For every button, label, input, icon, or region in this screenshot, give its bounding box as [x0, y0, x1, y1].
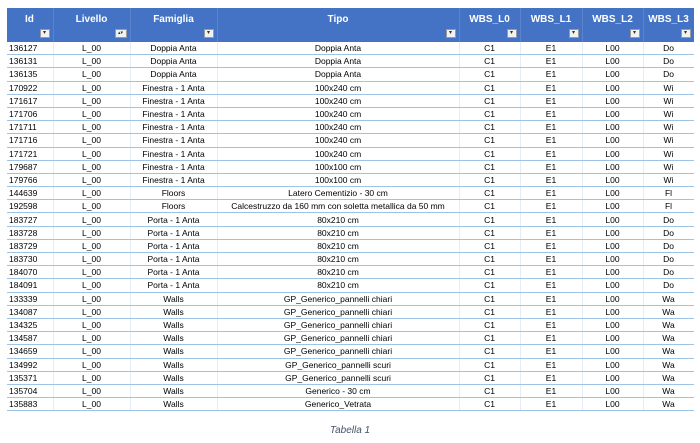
- cell-tipo[interactable]: 80x210 cm: [217, 239, 459, 252]
- cell-wbs-l0[interactable]: C1: [459, 253, 520, 266]
- cell-wbs-l3[interactable]: Do: [643, 213, 694, 226]
- cell-wbs-l2[interactable]: L00: [582, 384, 643, 397]
- table-row[interactable]: [7, 318, 694, 331]
- filter-dropdown-icon[interactable]: ▾: [681, 29, 691, 38]
- table-row[interactable]: [7, 187, 694, 200]
- table-body: [7, 42, 694, 411]
- cell-famiglia[interactable]: Finestra - 1 Anta: [130, 81, 217, 94]
- column-header-famiglia: [130, 8, 217, 42]
- cell-livello[interactable]: L_00: [53, 305, 130, 318]
- cell-famiglia[interactable]: Finestra - 1 Anta: [130, 134, 217, 147]
- cell-id[interactable]: 133339: [7, 292, 53, 305]
- cell-famiglia[interactable]: Floors: [130, 200, 217, 213]
- cell-tipo[interactable]: GP_Generico_pannelli chiari: [217, 345, 459, 358]
- column-header-tipo: [217, 8, 459, 42]
- cell-wbs-l3[interactable]: Do: [643, 55, 694, 68]
- cell-wbs-l3[interactable]: Wa: [643, 305, 694, 318]
- cell-tipo[interactable]: GP_Generico_pannelli scuri: [217, 371, 459, 384]
- cell-famiglia[interactable]: Doppia Anta: [130, 55, 217, 68]
- cell-wbs-l1[interactable]: E1: [520, 187, 582, 200]
- cell-tipo[interactable]: GP_Generico_pannelli chiari: [217, 318, 459, 331]
- cell-famiglia[interactable]: Finestra - 1 Anta: [130, 107, 217, 120]
- cell-id[interactable]: 170922: [7, 81, 53, 94]
- cell-livello[interactable]: L_00: [53, 279, 130, 292]
- cell-id[interactable]: 144639: [7, 187, 53, 200]
- cell-wbs-l2[interactable]: L00: [582, 107, 643, 120]
- filter-dropdown-icon[interactable]: ▾: [40, 29, 50, 38]
- cell-wbs-l2[interactable]: L00: [582, 398, 643, 411]
- cell-wbs-l1[interactable]: E1: [520, 134, 582, 147]
- cell-id[interactable]: 184070: [7, 266, 53, 279]
- cell-wbs-l1[interactable]: E1: [520, 213, 582, 226]
- cell-livello[interactable]: L_00: [53, 318, 130, 331]
- table-row[interactable]: [7, 42, 694, 55]
- cell-wbs-l2[interactable]: L00: [582, 266, 643, 279]
- column-header-wbs-l0: [459, 8, 520, 42]
- column-header-id: [7, 8, 53, 42]
- cell-wbs-l1[interactable]: E1: [520, 107, 582, 120]
- table-row[interactable]: [7, 147, 694, 160]
- cell-livello[interactable]: L_00: [53, 239, 130, 252]
- cell-wbs-l2[interactable]: L00: [582, 279, 643, 292]
- cell-wbs-l2[interactable]: L00: [582, 187, 643, 200]
- cell-id[interactable]: 134587: [7, 332, 53, 345]
- cell-id[interactable]: 171721: [7, 147, 53, 160]
- column-header-label: WBS_L1: [530, 14, 572, 25]
- cell-wbs-l1[interactable]: E1: [520, 68, 582, 81]
- table-row[interactable]: [7, 253, 694, 266]
- cell-wbs-l3[interactable]: Do: [643, 226, 694, 239]
- sort-filter-dropdown-icon[interactable]: ▴▾: [115, 29, 127, 38]
- cell-wbs-l0[interactable]: C1: [459, 187, 520, 200]
- column-header-label: Famiglia: [153, 14, 194, 25]
- table-row[interactable]: [7, 94, 694, 107]
- cell-wbs-l3[interactable]: Wi: [643, 173, 694, 186]
- cell-tipo[interactable]: 80x210 cm: [217, 279, 459, 292]
- filter-dropdown-icon[interactable]: ▾: [630, 29, 640, 38]
- cell-id[interactable]: 135704: [7, 384, 53, 397]
- table-row[interactable]: [7, 121, 694, 134]
- cell-wbs-l2[interactable]: L00: [582, 239, 643, 252]
- cell-wbs-l3[interactable]: Do: [643, 239, 694, 252]
- cell-wbs-l2[interactable]: L00: [582, 134, 643, 147]
- cell-wbs-l3[interactable]: Wa: [643, 384, 694, 397]
- cell-famiglia[interactable]: Doppia Anta: [130, 42, 217, 55]
- cell-tipo[interactable]: 80x210 cm: [217, 253, 459, 266]
- filter-dropdown-icon[interactable]: ▾: [446, 29, 456, 38]
- cell-tipo[interactable]: 100x240 cm: [217, 81, 459, 94]
- cell-livello[interactable]: L_00: [53, 371, 130, 384]
- spreadsheet-table: [7, 8, 694, 412]
- cell-tipo[interactable]: Doppia Anta: [217, 55, 459, 68]
- cell-wbs-l0[interactable]: C1: [459, 266, 520, 279]
- cell-tipo[interactable]: 100x240 cm: [217, 121, 459, 134]
- table-row[interactable]: [7, 81, 694, 94]
- cell-wbs-l1[interactable]: E1: [520, 266, 582, 279]
- cell-wbs-l0[interactable]: C1: [459, 200, 520, 213]
- cell-wbs-l3[interactable]: Fl: [643, 187, 694, 200]
- cell-wbs-l2[interactable]: L00: [582, 200, 643, 213]
- cell-wbs-l1[interactable]: E1: [520, 253, 582, 266]
- cell-id[interactable]: 183730: [7, 253, 53, 266]
- table-row[interactable]: [7, 160, 694, 173]
- cell-livello[interactable]: L_00: [53, 81, 130, 94]
- cell-wbs-l0[interactable]: C1: [459, 332, 520, 345]
- cell-famiglia[interactable]: Walls: [130, 292, 217, 305]
- cell-famiglia[interactable]: Walls: [130, 318, 217, 331]
- cell-wbs-l1[interactable]: E1: [520, 160, 582, 173]
- cell-wbs-l1[interactable]: E1: [520, 200, 582, 213]
- cell-livello[interactable]: L_00: [53, 213, 130, 226]
- table-row[interactable]: [7, 173, 694, 186]
- cell-wbs-l2[interactable]: L00: [582, 305, 643, 318]
- cell-wbs-l3[interactable]: Wa: [643, 358, 694, 371]
- cell-wbs-l0[interactable]: C1: [459, 213, 520, 226]
- cell-livello[interactable]: L_00: [53, 332, 130, 345]
- column-header-label: WBS_L0: [469, 14, 510, 25]
- cell-id[interactable]: 179687: [7, 160, 53, 173]
- wbs-table: [7, 8, 694, 411]
- cell-id[interactable]: 192598: [7, 200, 53, 213]
- cell-id[interactable]: 136135: [7, 68, 53, 81]
- cell-wbs-l1[interactable]: E1: [520, 239, 582, 252]
- cell-wbs-l1[interactable]: E1: [520, 42, 582, 55]
- cell-wbs-l2[interactable]: L00: [582, 147, 643, 160]
- cell-tipo[interactable]: GP_Generico_pannelli scuri: [217, 358, 459, 371]
- cell-wbs-l1[interactable]: E1: [520, 226, 582, 239]
- table-row[interactable]: [7, 226, 694, 239]
- cell-famiglia[interactable]: Walls: [130, 305, 217, 318]
- cell-wbs-l0[interactable]: C1: [459, 147, 520, 160]
- cell-livello[interactable]: L_00: [53, 121, 130, 134]
- cell-wbs-l3[interactable]: Do: [643, 266, 694, 279]
- cell-livello[interactable]: L_00: [53, 147, 130, 160]
- header-row: [7, 8, 694, 42]
- column-header-wbs-l3: [643, 8, 694, 42]
- cell-id[interactable]: 136127: [7, 42, 53, 55]
- table-caption: Tabella 1: [329, 425, 371, 436]
- cell-wbs-l0[interactable]: C1: [459, 94, 520, 107]
- cell-livello[interactable]: L_00: [53, 345, 130, 358]
- cell-wbs-l0[interactable]: C1: [459, 134, 520, 147]
- cell-famiglia[interactable]: Porta - 1 Anta: [130, 213, 217, 226]
- table-row[interactable]: [7, 305, 694, 318]
- cell-livello[interactable]: L_00: [53, 384, 130, 397]
- cell-wbs-l0[interactable]: C1: [459, 384, 520, 397]
- cell-wbs-l0[interactable]: C1: [459, 239, 520, 252]
- cell-tipo[interactable]: 100x100 cm: [217, 160, 459, 173]
- cell-wbs-l2[interactable]: L00: [582, 213, 643, 226]
- cell-wbs-l3[interactable]: Do: [643, 68, 694, 81]
- cell-famiglia[interactable]: Walls: [130, 358, 217, 371]
- cell-wbs-l1[interactable]: E1: [520, 94, 582, 107]
- cell-wbs-l0[interactable]: C1: [459, 371, 520, 384]
- cell-wbs-l1[interactable]: E1: [520, 279, 582, 292]
- cell-wbs-l3[interactable]: Wi: [643, 147, 694, 160]
- table-row[interactable]: [7, 213, 694, 226]
- column-header-label: WBS_L3: [648, 14, 689, 25]
- cell-id[interactable]: 171716: [7, 134, 53, 147]
- table-row[interactable]: [7, 371, 694, 384]
- cell-wbs-l1[interactable]: E1: [520, 55, 582, 68]
- cell-wbs-l0[interactable]: C1: [459, 81, 520, 94]
- cell-tipo[interactable]: 100x240 cm: [217, 134, 459, 147]
- cell-id[interactable]: 179766: [7, 173, 53, 186]
- cell-id[interactable]: 136131: [7, 55, 53, 68]
- cell-tipo[interactable]: Latero Cementizio - 30 cm: [217, 187, 459, 200]
- table-row[interactable]: [7, 134, 694, 147]
- table-row[interactable]: [7, 398, 694, 411]
- column-header-wbs-l1: [520, 8, 582, 42]
- cell-livello[interactable]: L_00: [53, 187, 130, 200]
- table-row[interactable]: [7, 239, 694, 252]
- cell-famiglia[interactable]: Porta - 1 Anta: [130, 239, 217, 252]
- cell-wbs-l2[interactable]: L00: [582, 371, 643, 384]
- cell-wbs-l2[interactable]: L00: [582, 68, 643, 81]
- cell-wbs-l3[interactable]: Wi: [643, 94, 694, 107]
- cell-wbs-l2[interactable]: L00: [582, 332, 643, 345]
- cell-famiglia[interactable]: Porta - 1 Anta: [130, 266, 217, 279]
- cell-wbs-l0[interactable]: C1: [459, 226, 520, 239]
- column-header-label: Tipo: [327, 14, 349, 25]
- cell-livello[interactable]: L_00: [53, 292, 130, 305]
- cell-wbs-l2[interactable]: L00: [582, 121, 643, 134]
- cell-wbs-l1[interactable]: E1: [520, 81, 582, 94]
- table-row[interactable]: [7, 292, 694, 305]
- cell-wbs-l1[interactable]: E1: [520, 345, 582, 358]
- cell-wbs-l1[interactable]: E1: [520, 318, 582, 331]
- filter-dropdown-icon[interactable]: ▾: [204, 29, 214, 38]
- cell-famiglia[interactable]: Finestra - 1 Anta: [130, 160, 217, 173]
- cell-wbs-l1[interactable]: E1: [520, 173, 582, 186]
- table-row[interactable]: [7, 279, 694, 292]
- cell-id[interactable]: 184091: [7, 279, 53, 292]
- cell-wbs-l2[interactable]: L00: [582, 81, 643, 94]
- cell-wbs-l3[interactable]: Wi: [643, 121, 694, 134]
- cell-wbs-l0[interactable]: C1: [459, 345, 520, 358]
- cell-wbs-l3[interactable]: Wa: [643, 345, 694, 358]
- table-row[interactable]: [7, 107, 694, 120]
- cell-famiglia[interactable]: Porta - 1 Anta: [130, 253, 217, 266]
- cell-tipo[interactable]: 80x210 cm: [217, 213, 459, 226]
- cell-livello[interactable]: L_00: [53, 134, 130, 147]
- cell-wbs-l2[interactable]: L00: [582, 292, 643, 305]
- cell-livello[interactable]: L_00: [53, 200, 130, 213]
- cell-famiglia[interactable]: Walls: [130, 398, 217, 411]
- cell-wbs-l3[interactable]: Wa: [643, 332, 694, 345]
- cell-id[interactable]: 171711: [7, 121, 53, 134]
- cell-id[interactable]: 183728: [7, 226, 53, 239]
- cell-id[interactable]: 134325: [7, 318, 53, 331]
- cell-livello[interactable]: L_00: [53, 266, 130, 279]
- table-row[interactable]: [7, 55, 694, 68]
- cell-livello[interactable]: L_00: [53, 68, 130, 81]
- cell-wbs-l0[interactable]: C1: [459, 358, 520, 371]
- cell-id[interactable]: 134659: [7, 345, 53, 358]
- cell-tipo[interactable]: GP_Generico_pannelli chiari: [217, 332, 459, 345]
- cell-livello[interactable]: L_00: [53, 226, 130, 239]
- cell-id[interactable]: 183729: [7, 239, 53, 252]
- column-header-label: WBS_L2: [592, 14, 633, 25]
- cell-wbs-l3[interactable]: Wa: [643, 318, 694, 331]
- cell-wbs-l0[interactable]: C1: [459, 55, 520, 68]
- cell-wbs-l2[interactable]: L00: [582, 94, 643, 107]
- cell-famiglia[interactable]: Porta - 1 Anta: [130, 226, 217, 239]
- cell-wbs-l2[interactable]: L00: [582, 173, 643, 186]
- table-row[interactable]: [7, 266, 694, 279]
- cell-livello[interactable]: L_00: [53, 107, 130, 120]
- table-row[interactable]: [7, 358, 694, 371]
- cell-livello[interactable]: L_00: [53, 173, 130, 186]
- cell-wbs-l3[interactable]: Wa: [643, 292, 694, 305]
- column-header-label: Id: [25, 14, 34, 25]
- cell-id[interactable]: 135371: [7, 371, 53, 384]
- cell-wbs-l0[interactable]: C1: [459, 292, 520, 305]
- cell-wbs-l3[interactable]: Wi: [643, 160, 694, 173]
- cell-wbs-l1[interactable]: E1: [520, 292, 582, 305]
- cell-tipo[interactable]: GP_Generico_pannelli chiari: [217, 292, 459, 305]
- cell-wbs-l3[interactable]: Wi: [643, 107, 694, 120]
- filter-dropdown-icon[interactable]: ▾: [569, 29, 579, 38]
- cell-tipo[interactable]: GP_Generico_pannelli chiari: [217, 305, 459, 318]
- cell-wbs-l2[interactable]: L00: [582, 358, 643, 371]
- cell-livello[interactable]: L_00: [53, 42, 130, 55]
- cell-wbs-l1[interactable]: E1: [520, 398, 582, 411]
- cell-famiglia[interactable]: Walls: [130, 332, 217, 345]
- cell-tipo[interactable]: Doppia Anta: [217, 42, 459, 55]
- cell-wbs-l3[interactable]: Fl: [643, 200, 694, 213]
- cell-wbs-l3[interactable]: Do: [643, 279, 694, 292]
- cell-wbs-l1[interactable]: E1: [520, 305, 582, 318]
- cell-wbs-l1[interactable]: E1: [520, 332, 582, 345]
- cell-wbs-l3[interactable]: Wa: [643, 398, 694, 411]
- cell-id[interactable]: 134992: [7, 358, 53, 371]
- cell-wbs-l3[interactable]: Do: [643, 42, 694, 55]
- column-header-wbs-l2: [582, 8, 643, 42]
- cell-famiglia[interactable]: Doppia Anta: [130, 68, 217, 81]
- cell-tipo[interactable]: Generico - 30 cm: [217, 384, 459, 397]
- cell-wbs-l3[interactable]: Wa: [643, 371, 694, 384]
- cell-wbs-l1[interactable]: E1: [520, 371, 582, 384]
- cell-wbs-l0[interactable]: C1: [459, 318, 520, 331]
- cell-famiglia[interactable]: Walls: [130, 371, 217, 384]
- cell-livello[interactable]: L_00: [53, 160, 130, 173]
- cell-id[interactable]: 171706: [7, 107, 53, 120]
- cell-wbs-l0[interactable]: C1: [459, 160, 520, 173]
- column-header-label: Livello: [75, 14, 108, 25]
- cell-tipo[interactable]: 100x240 cm: [217, 147, 459, 160]
- cell-id[interactable]: 135883: [7, 398, 53, 411]
- cell-wbs-l2[interactable]: L00: [582, 226, 643, 239]
- cell-livello[interactable]: L_00: [53, 398, 130, 411]
- cell-wbs-l2[interactable]: L00: [582, 55, 643, 68]
- cell-wbs-l3[interactable]: Wi: [643, 134, 694, 147]
- cell-livello[interactable]: L_00: [53, 358, 130, 371]
- cell-wbs-l1[interactable]: E1: [520, 384, 582, 397]
- cell-wbs-l0[interactable]: C1: [459, 398, 520, 411]
- table-row[interactable]: [7, 200, 694, 213]
- filter-dropdown-icon[interactable]: ▾: [507, 29, 517, 38]
- cell-wbs-l1[interactable]: E1: [520, 121, 582, 134]
- cell-famiglia[interactable]: Finestra - 1 Anta: [130, 147, 217, 160]
- cell-wbs-l0[interactable]: C1: [459, 173, 520, 186]
- cell-tipo[interactable]: Doppia Anta: [217, 68, 459, 81]
- cell-wbs-l1[interactable]: E1: [520, 147, 582, 160]
- cell-wbs-l0[interactable]: C1: [459, 42, 520, 55]
- cell-wbs-l2[interactable]: L00: [582, 345, 643, 358]
- cell-livello[interactable]: L_00: [53, 94, 130, 107]
- cell-tipo[interactable]: 100x100 cm: [217, 173, 459, 186]
- cell-wbs-l0[interactable]: C1: [459, 107, 520, 120]
- cell-famiglia[interactable]: Walls: [130, 345, 217, 358]
- cell-wbs-l2[interactable]: L00: [582, 253, 643, 266]
- cell-famiglia[interactable]: Floors: [130, 187, 217, 200]
- cell-livello[interactable]: L_00: [53, 253, 130, 266]
- cell-tipo[interactable]: 100x240 cm: [217, 107, 459, 120]
- cell-famiglia[interactable]: Porta - 1 Anta: [130, 279, 217, 292]
- cell-tipo[interactable]: 100x240 cm: [217, 94, 459, 107]
- cell-tipo[interactable]: 80x210 cm: [217, 226, 459, 239]
- cell-tipo[interactable]: Generico_Vetrata: [217, 398, 459, 411]
- cell-wbs-l0[interactable]: C1: [459, 121, 520, 134]
- table-row[interactable]: [7, 384, 694, 397]
- table-row[interactable]: [7, 332, 694, 345]
- table-row[interactable]: [7, 345, 694, 358]
- cell-wbs-l2[interactable]: L00: [582, 42, 643, 55]
- cell-wbs-l0[interactable]: C1: [459, 305, 520, 318]
- cell-wbs-l1[interactable]: E1: [520, 358, 582, 371]
- cell-famiglia[interactable]: Finestra - 1 Anta: [130, 121, 217, 134]
- cell-wbs-l2[interactable]: L00: [582, 318, 643, 331]
- cell-livello[interactable]: L_00: [53, 55, 130, 68]
- table-row[interactable]: [7, 68, 694, 81]
- cell-id[interactable]: 183727: [7, 213, 53, 226]
- cell-wbs-l2[interactable]: L00: [582, 160, 643, 173]
- cell-wbs-l0[interactable]: C1: [459, 68, 520, 81]
- cell-famiglia[interactable]: Walls: [130, 384, 217, 397]
- cell-famiglia[interactable]: Finestra - 1 Anta: [130, 94, 217, 107]
- column-header-livello: [53, 8, 130, 42]
- cell-id[interactable]: 134087: [7, 305, 53, 318]
- cell-tipo[interactable]: 80x210 cm: [217, 266, 459, 279]
- cell-wbs-l3[interactable]: Wi: [643, 81, 694, 94]
- cell-tipo[interactable]: Calcestruzzo da 160 mm con soletta metallica da 50 mm: [217, 200, 459, 213]
- cell-id[interactable]: 171617: [7, 94, 53, 107]
- cell-famiglia[interactable]: Finestra - 1 Anta: [130, 173, 217, 186]
- cell-wbs-l0[interactable]: C1: [459, 279, 520, 292]
- cell-wbs-l3[interactable]: Do: [643, 253, 694, 266]
